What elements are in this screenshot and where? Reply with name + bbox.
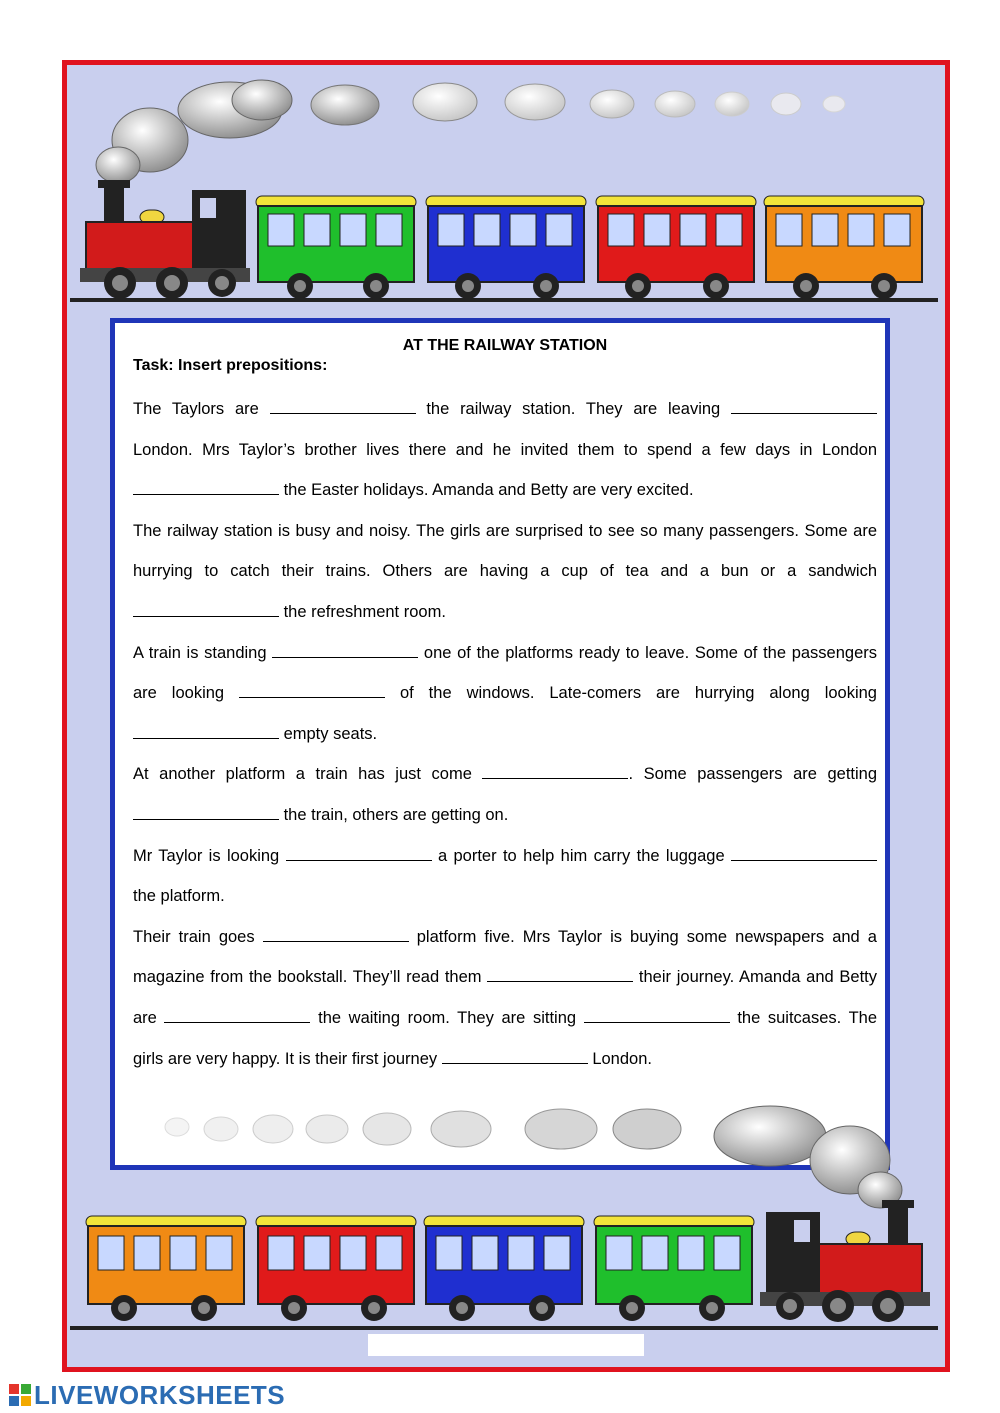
paragraph-text: the train, others are getting on. [279, 805, 509, 824]
paragraph-text: the railway station. They are leaving [415, 400, 732, 418]
paragraph-text: the Easter holidays. Amanda and Betty are very excited. [279, 481, 694, 500]
paragraph-text: one of the platforms ready to leave. Some of the passengers are looking [133, 643, 877, 703]
paragraph-text: Mr Taylor is looking [133, 846, 286, 865]
paragraph-text: platform five. Mrs Taylor is buying some newspapers and a magazine from the bookstall. They’ll read them [133, 927, 877, 987]
paragraph-text: The railway station is busy and noisy. The girls are surprised to see so many passengers. Some are hurrying to catch their trains. Others are having a cup of tea and a bun or a sandwich [133, 521, 877, 581]
paragraph-text: of the windows. Late-comers are hurrying along looking [385, 684, 877, 703]
paragraph-text: The Taylors are [133, 400, 270, 418]
locomotive-icon [760, 1200, 930, 1322]
paragraph-text: the waiting room. They are sitting [310, 1008, 584, 1027]
task-instruction: Task: Insert prepositions: [133, 357, 328, 374]
page-title: AT THE RAILWAY STATION [402, 337, 608, 354]
paragraph-text: empty seats. [279, 724, 378, 743]
paragraph-text: the refreshment room. [279, 602, 446, 621]
footer-strip [368, 1334, 644, 1356]
paragraph-text: the suitcases. The girls are very happy. It is their first journey [133, 1008, 878, 1068]
paragraph-text: a porter to help him carry the luggage [431, 846, 731, 865]
carriage-orange-icon [86, 1216, 246, 1321]
carriage-blue-icon [424, 1216, 584, 1321]
paragraph-text: . Some passengers are getting [628, 765, 878, 784]
paragraph-text: A train is standing [133, 643, 273, 662]
liveworksheets-logo-icon [8, 1382, 32, 1408]
paragraph-text: London. [587, 1049, 652, 1068]
smoke-cloud-icon [714, 1106, 902, 1208]
paragraph-text: the platform. [133, 887, 225, 906]
brand-name: LIVEWORKSHEETS [34, 1379, 286, 1410]
paragraph-text: Their train goes [133, 927, 263, 946]
paragraph-text: London. Mrs Taylor’s brother lives there and he invited them to spend a few days in London [133, 440, 877, 459]
rail-track [70, 1326, 938, 1330]
carriage-green-icon [594, 1216, 754, 1321]
brand-logo[interactable] [8, 1380, 285, 1410]
paragraph-text: At another platform a train has just come [133, 765, 483, 784]
paragraph-text: their journey. Amanda and Betty are [133, 968, 877, 1027]
carriage-red-icon [256, 1216, 416, 1321]
